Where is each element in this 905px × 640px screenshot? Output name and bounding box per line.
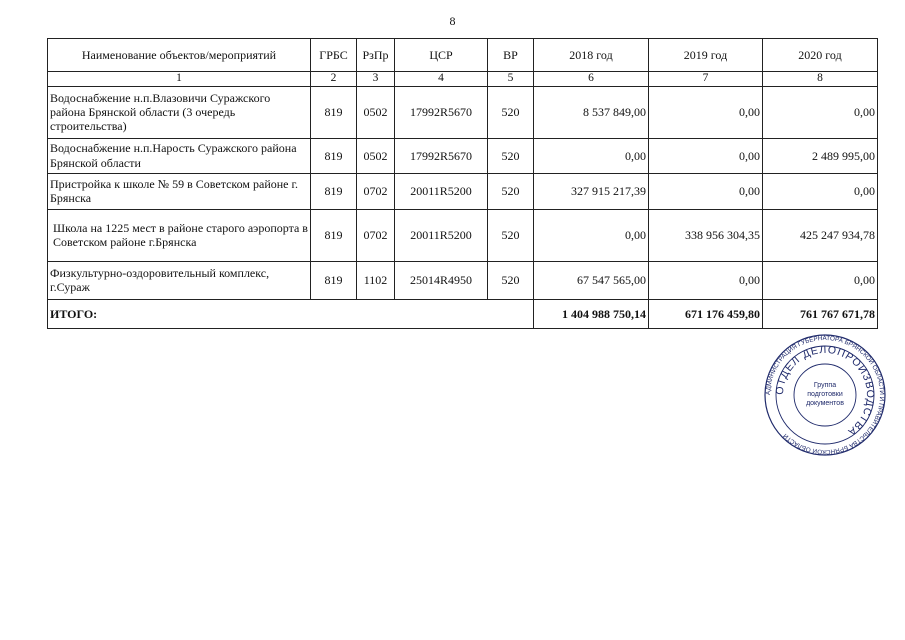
stamp-center-line: Группа [813, 382, 837, 389]
amount-2020: 2 489 995,00 [763, 138, 878, 173]
header-2020: 2020 год [763, 39, 878, 72]
grbs-cell: 819 [311, 261, 357, 299]
header-vr: ВР [488, 39, 534, 72]
amount-2019: 0,00 [649, 173, 763, 209]
total-row [48, 299, 878, 328]
amount-2019: 0,00 [649, 261, 763, 299]
csr-cell: 25014R4950 [395, 261, 488, 299]
table-row [48, 173, 878, 209]
column-number: 5 [488, 72, 534, 87]
page-number: 8 [449, 14, 456, 28]
table-row [48, 138, 878, 173]
column-number: 6 [534, 72, 649, 87]
object-name: Школа на 1225 мест в районе старого аэропорта в Советском районе г.Брянска [48, 209, 311, 261]
vr-cell: 520 [488, 86, 534, 138]
grbs-cell: 819 [311, 173, 357, 209]
column-number: 2 [311, 72, 357, 87]
header-row [48, 39, 878, 72]
header-name: Наименование объектов/мероприятий [48, 39, 311, 72]
column-number: 4 [395, 72, 488, 87]
header-rzpr: РзПр [357, 39, 395, 72]
amount-2019: 0,00 [649, 86, 763, 138]
grbs-cell: 819 [311, 138, 357, 173]
amount-2018: 8 537 849,00 [534, 86, 649, 138]
stamp-center-line: документов [806, 400, 844, 407]
amount-2018: 0,00 [534, 138, 649, 173]
vr-cell: 520 [488, 138, 534, 173]
csr-cell: 17992R5670 [395, 86, 488, 138]
rzpr-cell: 0702 [357, 209, 395, 261]
rzpr-cell: 0702 [357, 173, 395, 209]
rzpr-cell: 0502 [357, 86, 395, 138]
csr-cell: 20011R5200 [395, 209, 488, 261]
budget-table [47, 38, 878, 329]
rzpr-cell: 1102 [357, 261, 395, 299]
amount-2018: 327 915 217,39 [534, 173, 649, 209]
object-name: Пристройка к школе № 59 в Советском районе г. Брянска [48, 173, 311, 209]
object-name: Водоснабжение н.п.Влазовичи Суражского района Брянской области (3 очередь строительства) [48, 86, 311, 138]
total-2018: 1 404 988 750,14 [534, 299, 649, 328]
stamp-middle-text: ОТДЕЛ ДЕЛОПРОИЗВОДСТВА [773, 343, 877, 439]
header-2018: 2018 год [534, 39, 649, 72]
grbs-cell: 819 [311, 209, 357, 261]
column-number: 3 [357, 72, 395, 87]
column-number: 1 [48, 72, 311, 87]
vr-cell: 520 [488, 261, 534, 299]
grbs-cell: 819 [311, 86, 357, 138]
amount-2020: 0,00 [763, 86, 878, 138]
total-label: ИТОГО: [48, 299, 534, 328]
amount-2020: 0,00 [763, 261, 878, 299]
table-row [48, 209, 878, 261]
header-2019: 2019 год [649, 39, 763, 72]
column-number: 8 [763, 72, 878, 87]
csr-cell: 17992R5670 [395, 138, 488, 173]
csr-cell: 20011R5200 [395, 173, 488, 209]
rzpr-cell: 0502 [357, 138, 395, 173]
amount-2018: 67 547 565,00 [534, 261, 649, 299]
column-number: 7 [649, 72, 763, 87]
column-number-row [48, 72, 878, 87]
stamp-outer-text: АДМИНИСТРАЦИЯ ГУБЕРНАТОРА БРЯНСКОЙ ОБЛАСТИ И ПРАВИТЕЛЬСТВА БРЯНСКОЙ ОБЛАСТИ [764, 334, 886, 456]
office-stamp [763, 333, 887, 457]
amount-2018: 0,00 [534, 209, 649, 261]
header-csr: ЦСР [395, 39, 488, 72]
vr-cell: 520 [488, 173, 534, 209]
amount-2020: 425 247 934,78 [763, 209, 878, 261]
vr-cell: 520 [488, 209, 534, 261]
table-row [48, 261, 878, 299]
amount-2020: 0,00 [763, 173, 878, 209]
stamp-center-line: подготовки [807, 391, 843, 398]
total-2019: 671 176 459,80 [649, 299, 763, 328]
amount-2019: 0,00 [649, 138, 763, 173]
header-grbs: ГРБС [311, 39, 357, 72]
amount-2019: 338 956 304,35 [649, 209, 763, 261]
total-2020: 761 767 671,78 [763, 299, 878, 328]
table-row [48, 86, 878, 138]
object-name: Физкультурно-оздоровительный комплекс, г.Сураж [48, 261, 311, 299]
object-name: Водоснабжение н.п.Нарость Суражского района Брянской области [48, 138, 311, 173]
